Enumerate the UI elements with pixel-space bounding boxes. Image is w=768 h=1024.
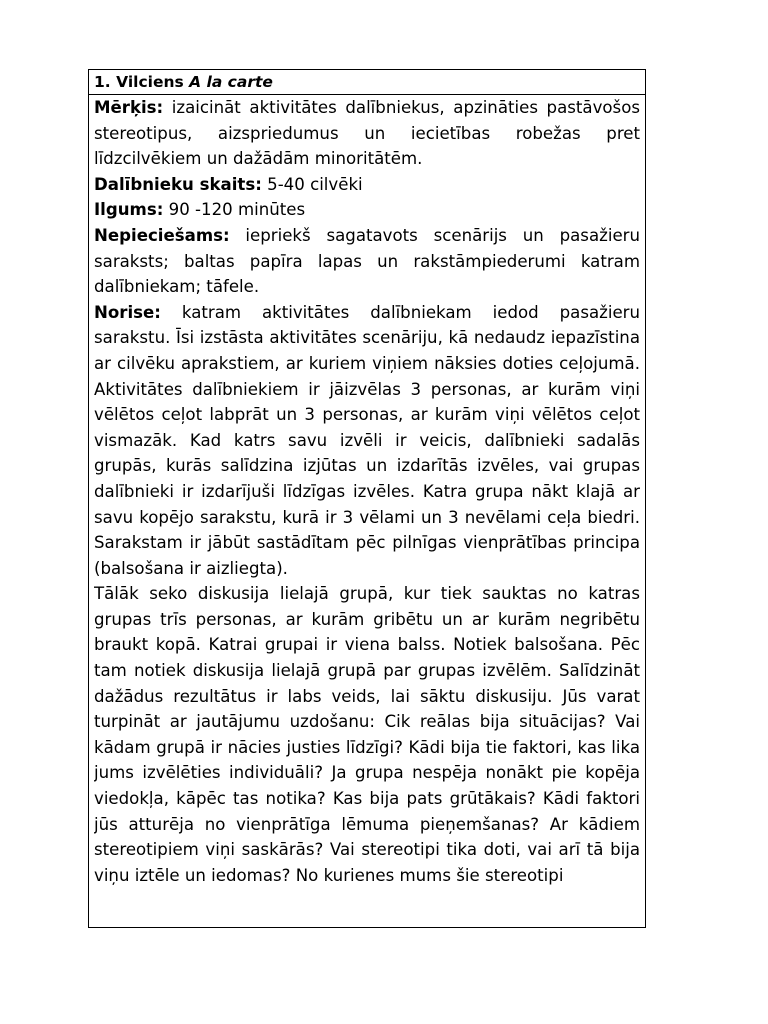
section-title-word: Vilciens: [116, 73, 184, 91]
activity-table: [88, 69, 646, 928]
process-text: katram aktivitātes dalībniekam iedod pasažieru sarakstu. Īsi izstāsta aktivitātes scenāriju, kā nedaudz iepazīstina ar cilvēku aprakstiem, ar kuriem viņiem nāksies doties ceļojumā. Aktivitātes dalībniekiem ir jāizvēlas 3 personas, ar kurām viņi vēlētos ceļot labprāt un 3 personas, ar kurām viņi vēlētos ceļot vismazāk. Kad katrs savu izvēli ir veicis, dalībnieki sadalās grupās, kurās salīdzina izjūtas un izdarītās izvēles, vai grupas dalībnieki ir izdarījuši līdzīgas izvēles. Katra grupa nākt klajā ar savu kopējo sarakstu, kurā ir 3 vēlami un 3 nevēlami ceļa biedri. Sarakstam ir jābūt sastādītam pēc pilnīgas vienprātības principa (balsošana ir aizliegta).: [94, 302, 640, 578]
duration-label: Ilgums:: [94, 200, 164, 220]
section-number: 1.: [94, 73, 111, 91]
needed-paragraph: [94, 223, 640, 300]
needed-label: Nepieciešams:: [94, 225, 230, 245]
content-row: [89, 95, 646, 928]
content-cell: [89, 95, 646, 928]
goal-text: izaicināt aktivitātes dalībniekus, apzināties pastāvošos stereotipus, aizspriedumus un iecietības robežas pret līdzcilvēkiem un dažādām minoritātēm.: [94, 98, 640, 169]
goal-paragraph: [94, 95, 640, 172]
participants-text: 5-40 cilvēki: [261, 174, 363, 194]
process-paragraph: [94, 300, 640, 582]
goal-label: Mērķis:: [94, 98, 164, 117]
duration-paragraph: [94, 197, 640, 223]
participants-paragraph: [94, 172, 640, 198]
duration-text: 90 -120 minūtes: [163, 200, 306, 220]
section-title-italic: A la carte: [189, 73, 273, 91]
activity-description: [94, 95, 640, 927]
participants-label: Dalībnieku skaits:: [94, 174, 262, 194]
title-row: [89, 70, 646, 95]
discussion-paragraph: Tālāk seko diskusija lielajā grupā, kur tiek sauktas no katras grupas trīs personas, ar kurām gribētu un ar kurām negribētu braukt kopā. Katrai grupai ir viena balss. Notiek balsošana. Pēc tam notiek diskusija lielajā grupā par grupas izvēlēm. Salīdzināt dažādus rezultātus ir labs veids, lai sāktu diskusiju. Jūs varat turpināt ar jautājumu uzdošanu: Cik reālas bija situācijas? Vai kādam grupā ir nācies justies līdzīgi? Kādi bija tie faktori, kas lika jums izvēlēties individuāli? Ja grupa nespēja nonākt pie kopēja viedokļa, kāpēc tas notika? Kas bija pats grūtākais? Kādi faktori jūs atturēja no vienprātīga lēmuma pieņemšanas? Ar kādiem stereotipiem viņi saskārās? Vai stereotipi tika doti, vai arī tā bija viņu iztēle un iedomas? No kurienes mums šie stereotipi: [94, 584, 640, 885]
needed-text: iepriekš sagatavots scenārijs un pasažieru saraksts; baltas papīra lapas un rakstāmpiederumi katram dalībniekam; tāfele.: [94, 225, 640, 297]
process-label: Norise:: [94, 302, 161, 322]
section-title: [89, 70, 646, 95]
